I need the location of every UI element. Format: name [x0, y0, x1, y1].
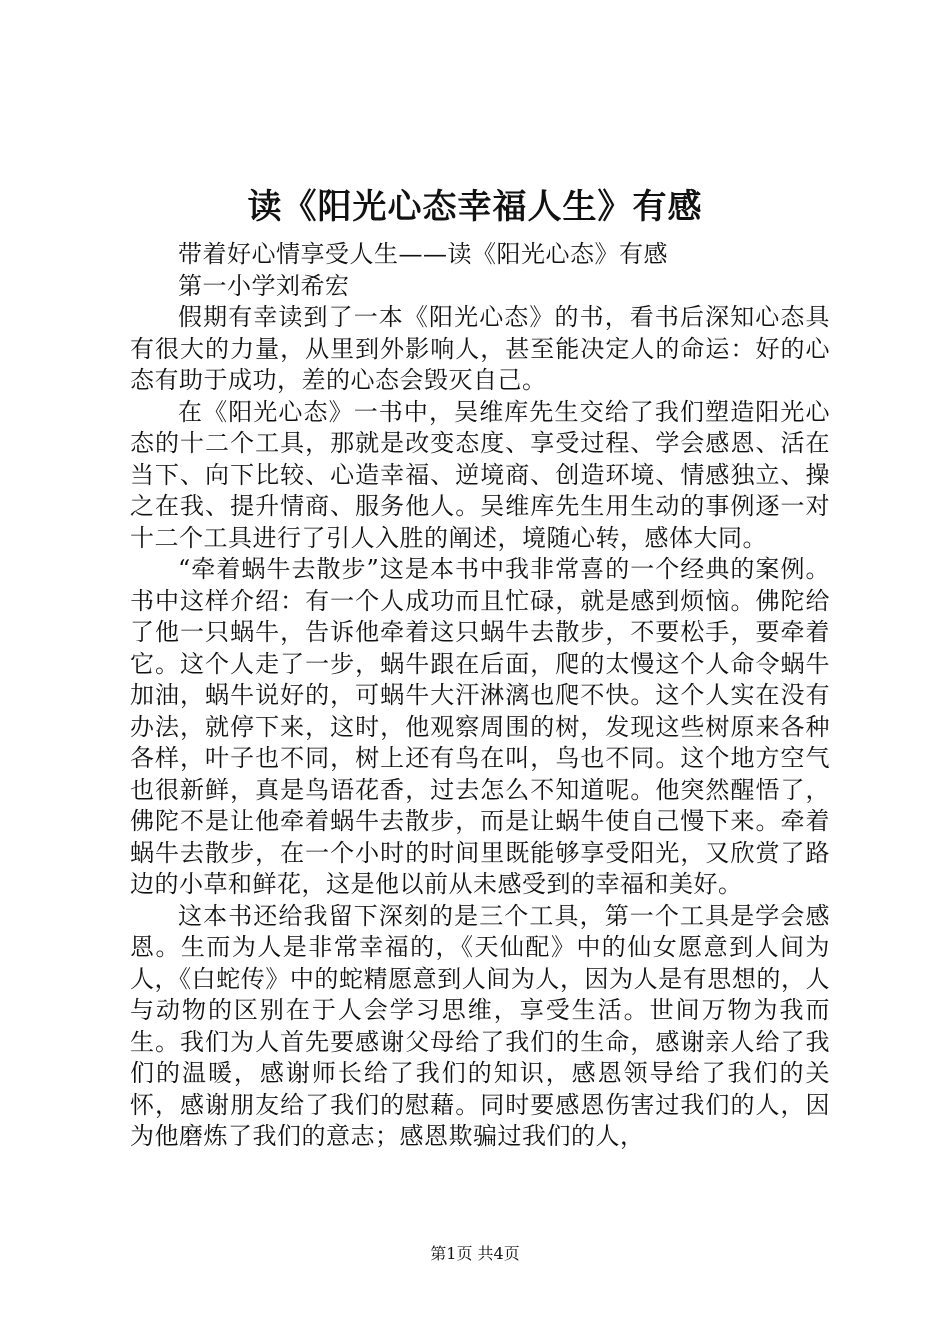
document-title: 读《阳光心态幸福人生》有感 [247, 187, 703, 227]
paragraph-author: 第一小学刘希宏 [178, 271, 350, 300]
page-number: 第1页 共4页 [430, 1244, 520, 1263]
paragraph-intro: 假期有幸读到了一本《阳光心态》的书，看书后深知心态具有很大的力量，从里到外影响人，甚至能决定人的命运：好的心态有助于成功，差的心态会毁灭自己。 [130, 303, 830, 394]
document-body [130, 239, 830, 1153]
paragraph-gratitude: 这本书还给我留下深刻的是三个工具，第一个工具是学会感恩。生而为人是非常幸福的，《天仙配》中的仙女愿意到人间为人，《白蛇传》中的蛇精愿意到人间为人，因为人是有思想的，人与动物的区别在于人会学习思维，享受生活。世间万物为我而生。我们为人首先要感谢父母给了我们的生命，感谢亲人给了我们的温暖，感谢师长给了我们的知识，感恩领导给了我们的关怀，感谢朋友给了我们的慰藉。同时要感恩伤害过我们的人，因为他磨炼了我们的意志；感恩欺骗过我们的人， [130, 901, 830, 1150]
paragraph-snail-story: “牵着蜗牛去散步”这是本书中我非常喜的一个经典的案例。书中这样介绍：有一个人成功而且忙碌，就是感到烦恼。佛陀给了他一只蜗牛，告诉他牵着这只蜗牛去散步，不要松手，要牵着它。这个人走了一步，蜗牛跟在后面，爬的太慢这个人命令蜗牛加油，蜗牛说好的，可蜗牛大汗淋漓也爬不快。这个人实在没有办法，就停下来，这时，他观察周围的树，发现这些树原来各种各样，叶子也不同，树上还有鸟在叫，鸟也不同。这个地方空气也很新鲜，真是鸟语花香，过去怎么不知道呢。他突然醒悟了，佛陀不是让他牵着蜗牛去散步，而是让蜗牛使自己慢下来。牵着蜗牛去散步，在一个小时的时间里既能够享受阳光，又欣赏了路边的小草和鲜花，这是他以前从未感受到的幸福和美好。 [130, 555, 830, 898]
paragraph-tools: 在《阳光心态》一书中，吴维库先生交给了我们塑造阳光心态的十二个工具，那就是改变态度、享受过程、学会感恩、活在当下、向下比较、心造幸福、逆境商、创造环境、情感独立、操之在我、提升情商、服务他人。吴维库先生用生动的事例逐一对十二个工具进行了引人入胜的阐述，境随心转，感体大同。 [130, 397, 830, 552]
paragraph-subtitle: 带着好心情享受人生——读《阳光心态》有感 [178, 240, 668, 268]
